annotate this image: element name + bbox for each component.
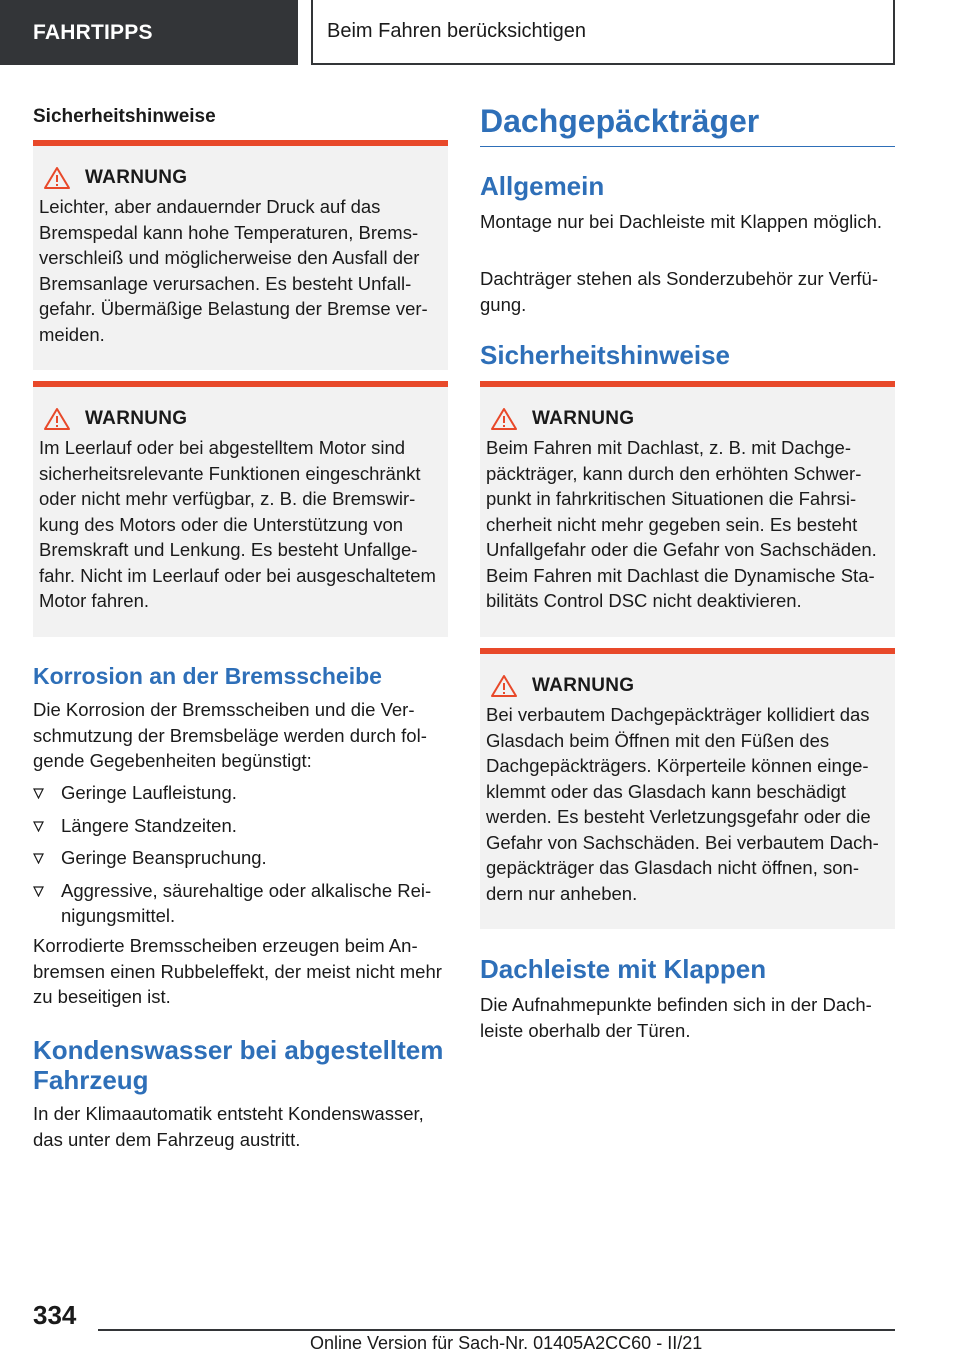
section-label: FAHRTIPPS [33,20,153,44]
warning-box [33,381,448,637]
footer-rule [98,1329,895,1331]
corrosion-outro: Korrodierte Bremsscheiben erzeugen beim Anbremsen einen Rubbeleffekt, der meist nicht mehr zu beseitigen ist. [33,935,442,1007]
general-heading: Allgemein [480,171,605,201]
warning-text: Leichter, aber andauernder Druck auf das Bremspedal kann hohe Temperaturen, Bremsverschleiß und möglicherweise den Ausfall der Bremsanlage verursachen. Es besteht Unfallgefahr. Übermäßige Belastung der Bremse vermeiden. [39,196,428,345]
list-item [33,845,448,871]
warning-label: WARNUNG [532,408,635,429]
chapter-title [311,0,895,65]
list-item-text: Längere Standzeiten. [61,814,237,836]
roof-rail-text: Die Aufnahmepunkte befinden sich in der Dachleiste oberhalb der Türen. [480,994,872,1041]
corrosion-intro: Die Korrosion der Bremsscheiben und die Verschmutzung der Bremsbeläge werden durch folgende Gegebenheiten begünstigt: [33,699,427,771]
warning-box [480,381,895,637]
list-item [33,813,448,839]
warning-triangle-icon [490,407,518,431]
triangle-bullet-icon [33,886,44,897]
list-item-text: Geringe Laufleistung. [61,782,237,803]
corrosion-heading: Korrosion an der Bremsscheibe [33,663,382,689]
warning-box [33,140,448,370]
footer-text: Online Version für Sach-Nr. 01405A2CC60 - II/21 [310,1333,703,1353]
title-rule [480,146,895,147]
list-item [33,878,448,929]
list-item [33,780,448,806]
warning-triangle-icon [43,407,71,431]
page-number: 334 [33,1300,77,1330]
list-item-text: Geringe Beanspruchung. [61,847,267,868]
warning-triangle-icon [490,674,518,698]
chapter-title-text: Beim Fahren berücksichtigen [327,20,587,42]
list-item-text: Aggressive, säurehaltige oder alkalische Reinigungsmittel. [61,879,432,926]
condensation-heading: Kondenswasser bei abgestelltem Fahrzeug [33,1035,444,1095]
general-p1: Montage nur bei Dachleiste mit Klappen möglich. [480,211,883,232]
condensation-text: In der Klimaautomatik entsteht Kondenswasser, das unter dem Fahrzeug austritt. [33,1103,424,1150]
warning-label: WARNUNG [85,408,188,429]
warning-label: WARNUNG [85,167,188,188]
section-tab [0,0,298,65]
warning-triangle-icon [43,166,71,190]
triangle-bullet-icon [33,788,44,799]
warning-text: Bei verbautem Dachgepäckträger kollidiert das Glasdach beim Öffnen mit den Füßen des Dachgepäckträgers. Körperteile können eingeklemmt oder das Glasdach kann beschädigt werden. Es besteht Verletzungsgefahr oder die Gefahr von Sachschäden. Bei verbautem Dachgepäckträger das Glasdach nicht öffnen, sondern nur anheben. [486,704,879,904]
warning-text: Beim Fahren mit Dachlast, z. B. mit Dachgepäckträger, kann durch den erhöhten Schwerpunkt in fahrkritischen Situationen die Fahrsicherheit nicht mehr gegeben sein. Es besteht Unfallgefahr oder die Gefahr von Sachschäden. Beim Fahren mit Dachlast die Dynamische Stabilitäts Control DSC nicht deaktivieren. [486,437,877,611]
triangle-bullet-icon [33,821,44,832]
warning-box [480,648,895,929]
triangle-bullet-icon [33,853,44,864]
corrosion-list [33,780,448,929]
roof-rail-heading: Dachleiste mit Klappen [480,954,767,984]
page-title: Dachgepäckträger [480,103,760,139]
general-p2: Dachträger stehen als Sonderzubehör zur Verfügung. [480,268,878,315]
warning-label: WARNUNG [532,675,635,696]
safety-heading-left: Sicherheitshinweise [33,106,216,127]
safety-heading-right: Sicherheitshinweise [480,340,730,370]
warning-text: Im Leerlauf oder bei abgestelltem Motor sind sicherheitsrelevante Funktionen eingeschränkt oder nicht mehr verfügbar, z. B. die Bremswirkung des Motors oder die Unterstützung von Bremskraft und Lenkung. Es besteht Unfallgefahr. Nicht im Leerlauf oder bei ausgeschaltetem Motor fahren. [39,437,436,611]
